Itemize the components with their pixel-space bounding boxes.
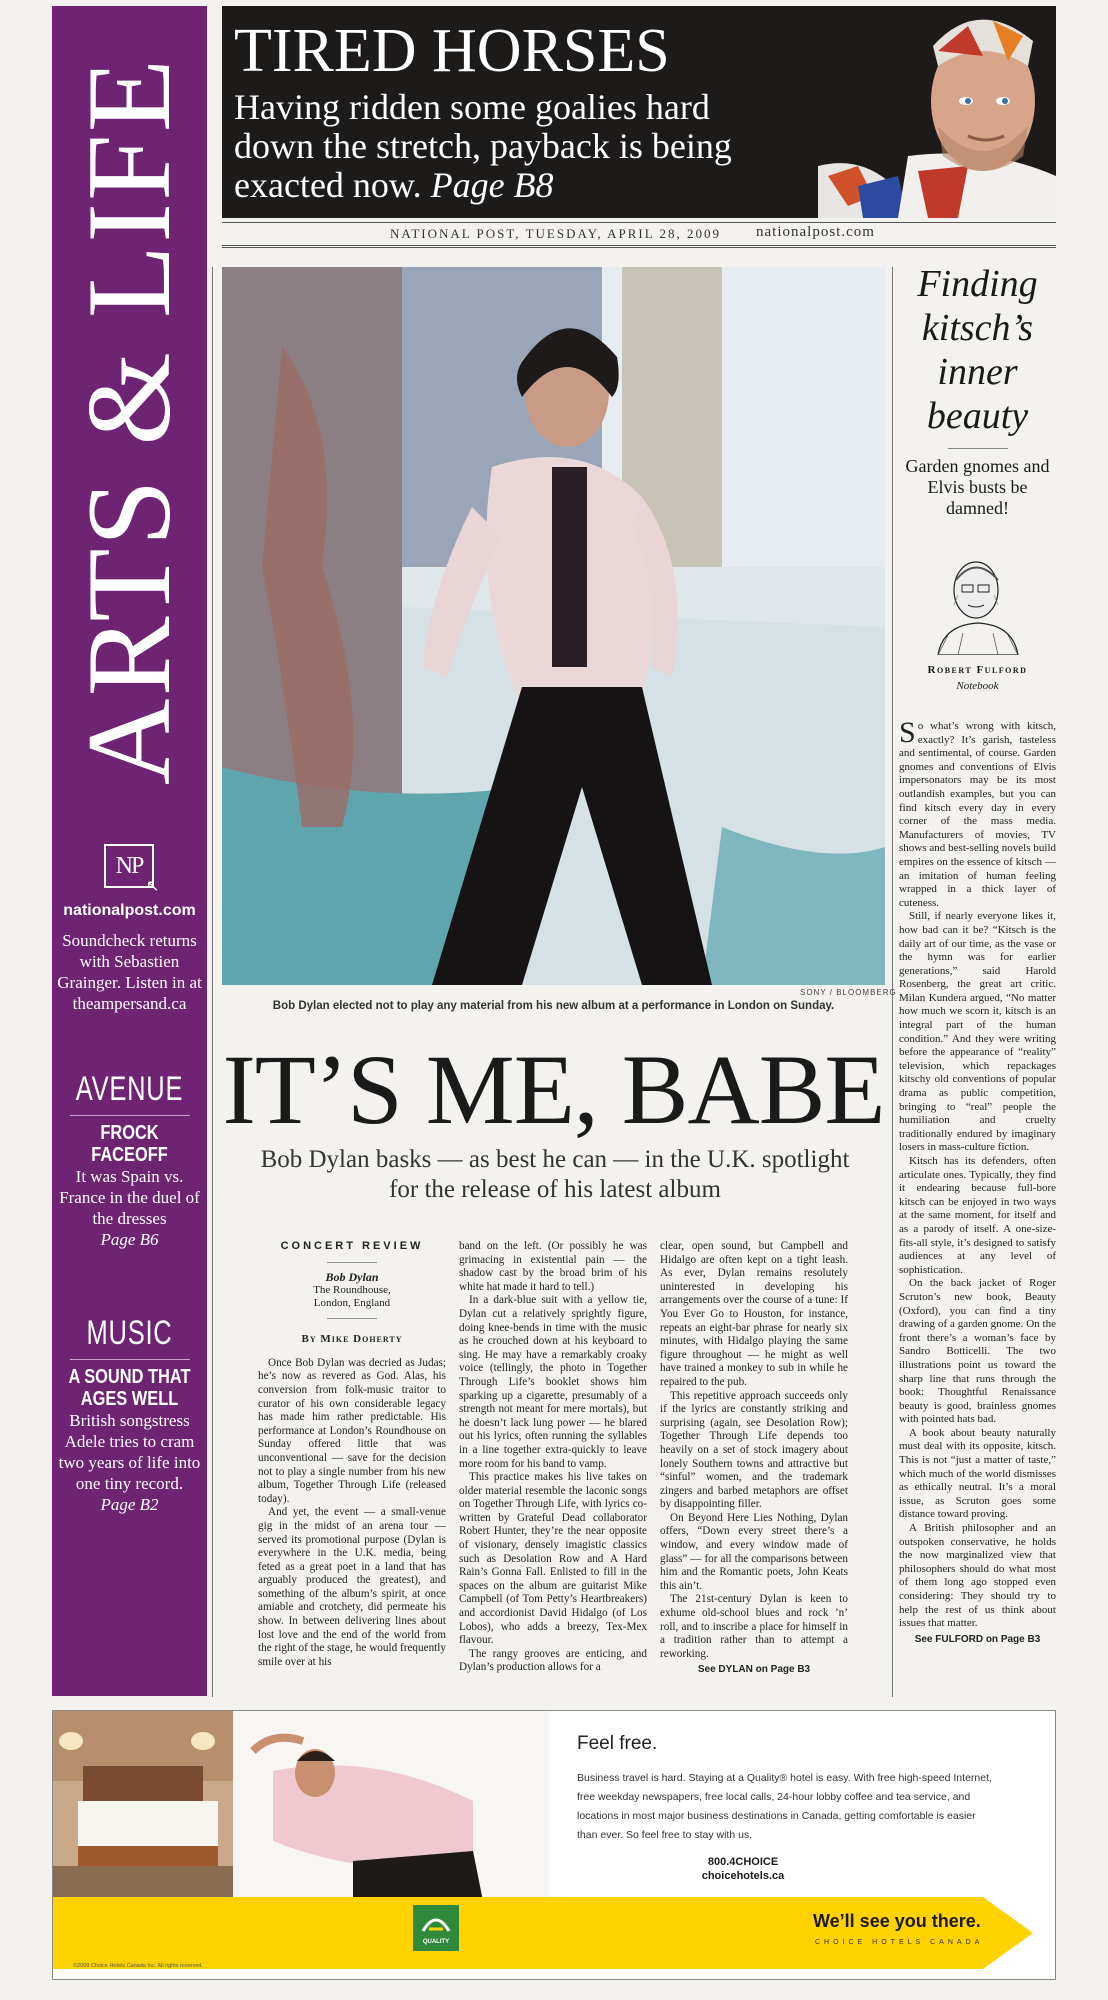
ad-yellow-band [53, 1897, 1056, 1969]
ad-slogan: We’ll see you there. [813, 1911, 981, 1931]
photo-caption: Bob Dylan elected not to play any material from his new album at a performance in London on Sunday. [272, 1000, 835, 1012]
banner-subtitle [234, 88, 794, 205]
paragraph: The 21st-century Dylan is keen to exhume old-school blues and rock ’n’ roll, and to inscribe a place for himself in a tradition rather than to attempt a reworking. [660, 1593, 848, 1660]
columnist-portrait [918, 545, 1038, 655]
deck: Bob Dylan basks — as best he can — in the U.K. spotlight for the release of his latest album [260, 1146, 850, 1203]
divider [948, 448, 1008, 449]
column-body [899, 716, 1056, 1646]
article-column-3 [660, 1240, 848, 1677]
music-text: British songstress Adele tries to cram two years of life into one tiny record. [58, 1411, 201, 1493]
music-page: Page B2 [100, 1495, 159, 1514]
column-headline: Finding kitsch’s inner beauty [917, 263, 1038, 437]
ad-site[interactable]: choicehotels.ca [701, 1870, 785, 1882]
np-logo[interactable]: NP [104, 844, 154, 888]
music-sub: A SOUND THAT AGES WELL [68, 1366, 191, 1410]
section-rail [52, 6, 207, 1696]
ad-contact[interactable] [673, 1855, 813, 1883]
section-title-text: ARTS & LIFE [62, 56, 195, 786]
jump-link-dylan[interactable]: See DYLAN on Page B3 [697, 1664, 811, 1676]
avenue-page: Page B6 [100, 1230, 159, 1249]
ad-photo [53, 1711, 549, 1901]
avenue-sub: FROCK FACEOFF [91, 1122, 168, 1166]
paragraph: A book about beauty naturally must deal with its opposite, kitsch. This is not “just a matter of taste,” which much of the world dismisses as ethically neutral. It’s a moral issue, as Scruton goes some distance toward proving. [899, 1426, 1056, 1521]
music-head: MUSIC [86, 1314, 173, 1352]
review-venue-line: London, England [313, 1297, 391, 1310]
rail-promo: Soundcheck returns with Sebastien Grainger. Listen in at theampersand.ca [57, 931, 202, 1013]
ad-title: Feel free. [577, 1733, 658, 1754]
column-name: Notebook [956, 680, 999, 692]
review-venue [258, 1284, 446, 1310]
music-teaser[interactable] [52, 1314, 207, 1515]
banner-subtitle-text: Having ridden some goalies hard down the stretch, payback is being exacted now. [234, 87, 732, 205]
dylan-photo [222, 267, 885, 985]
dateline-site[interactable]: nationalpost.com [756, 224, 875, 240]
paragraph: On the back jacket of Roger Scruton’s new book, Beauty (Oxford), you can find a tiny drawing of a garden gnome. On the front there’s a woman’s face by Sandro Botticelli. The two illustrations point us toward the sharp line that runs through the book: Thoughtful Renaissance beauty is good, brainless gnomes with pointed hats bad. [899, 1277, 1056, 1426]
divider [70, 1115, 190, 1116]
paragraph: On Beyond Here Lies Nothing, Dylan offers, “Down every street there’s a window, and every window made of glass” — for all the comparisons between him and the Romantic poets, John Keats this ain’t. [660, 1511, 848, 1592]
quality-logo-text: QUALITY [422, 1939, 450, 1945]
photo-credit: SONY / BLOOMBERG [800, 988, 897, 997]
paragraph: And yet, the event — a small-venue gig in the midst of an arena tour — served its promotional purpose (Dylan is everywhere in the U.K. media, being feted as a great poet in a land that has arguably produced the greatest), and something of the album’s spirit, at once amiable and crotchety, did permeate his show. In between delivering lines about lost love and the end of the world from the right of the stage, he would frequently smile over at his [258, 1506, 446, 1668]
top-banner[interactable] [222, 6, 1056, 218]
ad-body: Business travel is hard. Staying at a Quality® hotel is easy. With free high-speed Internet, free weekday newspapers, free local calls, 24-hour lobby coffee and tea service, and locations in most major business destinations in Canada, getting comfortable is easier than ever. So feel free to stay with us. [577, 1772, 992, 1841]
banner-page: Page B8 [430, 165, 554, 205]
paragraph: Still, if nearly everyone likes it, how bad can it be? “Kitsch is the daily art of our time, as the vase or the hymn was for earlier generations,” said Harold Rosenberg, the great art critic. Milan Kundera argued, “No matter how much we scorn it, kitsch is an integral part of the human condition.” And they were writing before the appearance of “reality” television, which repackages kitschy old conventions of popular drama as public competition, bringing to “real” people the humiliation and cruelty traditionally endured by imaginary losers in mass-culture fiction. [899, 910, 1056, 1154]
avenue-text: It was Spain vs. France in the duel of the dresses [59, 1167, 200, 1228]
columnist-name: Robert Fulford [927, 664, 1028, 676]
paragraph-text: o what’s wrong with kitsch, exactly? It’s garish, tasteless and sentimental, of course. Garden gnomes and conventions of Elvis impersonators may be its most outlandish examples, but you can find kitsch every day in every corner of the mass media. Manufacturers of movies, TV shows and best-selling novels build empires on the essence of kitsch — an imitation of human feeling wrapped in a thick layer of cuteness. [899, 720, 1056, 909]
ad-brand: CHOICE HOTELS CANADA [815, 1939, 984, 1946]
goalie-photo [818, 6, 1056, 218]
article-column-2 [459, 1240, 647, 1675]
review-label: CONCERT REVIEW [280, 1240, 424, 1252]
ad-phone[interactable]: 800.4CHOICE [707, 1856, 779, 1868]
paragraph: This practice makes his live takes on older material resemble the laconic songs on Together Through Life, with lyrics co-written by Grateful Dead collaborator Robert Hunter, they’re the near opposite of visionary, densely imagistic classics such as Desolation Row and A Hard Rain’s Gonna Fall. Enlisted to fill in the spaces on the album are guitarist Mike Campbell (of Tom Petty’s Heartbreakers) and accordionist David Hidalgo (of Los Lobos), who adds a breezy, Tex-Mex flavour. [459, 1471, 647, 1647]
dateline: NATIONAL POST, TUESDAY, APRIL 28, 2009 [390, 226, 721, 241]
divider [327, 1318, 377, 1319]
paragraph: band on the left. (Or possibly he was grimacing in existential pain — the shadow cast by the broad brim of his white hat made it hard to tell.) [459, 1240, 647, 1293]
review-title: Bob Dylan [325, 1269, 379, 1284]
rail-site-link[interactable]: nationalpost.com [63, 902, 196, 919]
hotel-ad[interactable] [52, 1710, 1056, 1980]
divider [70, 1359, 190, 1360]
column-deck: Garden gnomes and Elvis busts be damned! [905, 456, 1050, 518]
section-title [62, 16, 197, 826]
paragraph: Once Bob Dylan was decried as Judas; he’s now as revered as God. Alas, his conversion from folk-music traitor to curator of his own considerable legacy has made him rather predictable. His performance at London’s Roundhouse on Sunday offered little that was unconventional — save for the decision not to play a single number from his new album, Together Through Life (released today). [258, 1356, 446, 1505]
paragraph: Kitsch has its defenders, often articulate ones. Typically, they find it endearing because full-bore kitsch can be enjoyed in two ways at the same moment, for itself and as a parody of itself. A one-size-fits-all style, it’s designed to satisfy audiences at any level of sophistication. [899, 1155, 1056, 1276]
ad-copyright: ©2009 Choice Hotels Canada Inc. All rights reserved. [73, 1963, 204, 1969]
banner-title: TIRED HORSES [234, 17, 670, 85]
paragraph: In a dark-blue suit with a yellow tie, Dylan cut a relatively sprightly figure, doing knee-bends in time with the music as he crouched down at his keyboard to sing. He may have a remarkably croaky voice (tellingly, the photo in Together Through Life’s booklet shows him sparking up a cigarette, presumably of a strength not meant for mere mortals), but he doesn’t lack lung power — he blared out his lyrics, often running the syllables in a line together extra-quickly to leave more room for his band to vamp. [459, 1294, 647, 1470]
avenue-head: AVENUE [75, 1070, 184, 1108]
paragraph: This repetitive approach succeeds only if the lyrics are constantly striking and surprising (again, see Desolation Row); Together Through Life depends too heavily on a set of stock imagery about lonely Southern towns and attractive but “sinful” women, and the trademark zingers and barbed metaphors are offset by disappointing filler. [660, 1389, 848, 1511]
review-venue-line: The Roundhouse, [313, 1284, 391, 1297]
divider [327, 1262, 377, 1263]
avenue-teaser[interactable] [52, 1070, 207, 1250]
byline: By Mike Doherty [301, 1333, 403, 1346]
paragraph: clear, open sound, but Campbell and Hidalgo are often kept on a tight leash. As ever, Dylan remains resolutely uninterested in developing his arrangements over the course of a tune: If You Ever Go to Houston, for instance, repeats an eight-bar phrase for nearly six minutes, with Hidalgo playing the same figure throughout — he might as well have trained a monkey to sub in while he repaired to the pub. [660, 1240, 848, 1388]
paragraph [899, 716, 1056, 910]
jump-link-fulford[interactable]: See FULFORD on Page B3 [914, 1633, 1041, 1645]
article-column-1 [258, 1240, 446, 1669]
headline: IT’S ME, BABE [222, 1034, 885, 1145]
paragraph: The rangy grooves are enticing, and Dylan’s production allows for a [459, 1647, 647, 1674]
dropcap: S [899, 716, 916, 749]
paragraph: A British philosopher and an outspoken conservative, he holds the now marginalized view that philosophers should do what most of them long ago stopped even considering: They should try to help the rest of us think about issues that matter. [899, 1522, 1056, 1630]
column-rule [212, 267, 213, 1697]
column-rule [892, 267, 893, 1697]
cursor-icon: ↖ [146, 876, 160, 895]
